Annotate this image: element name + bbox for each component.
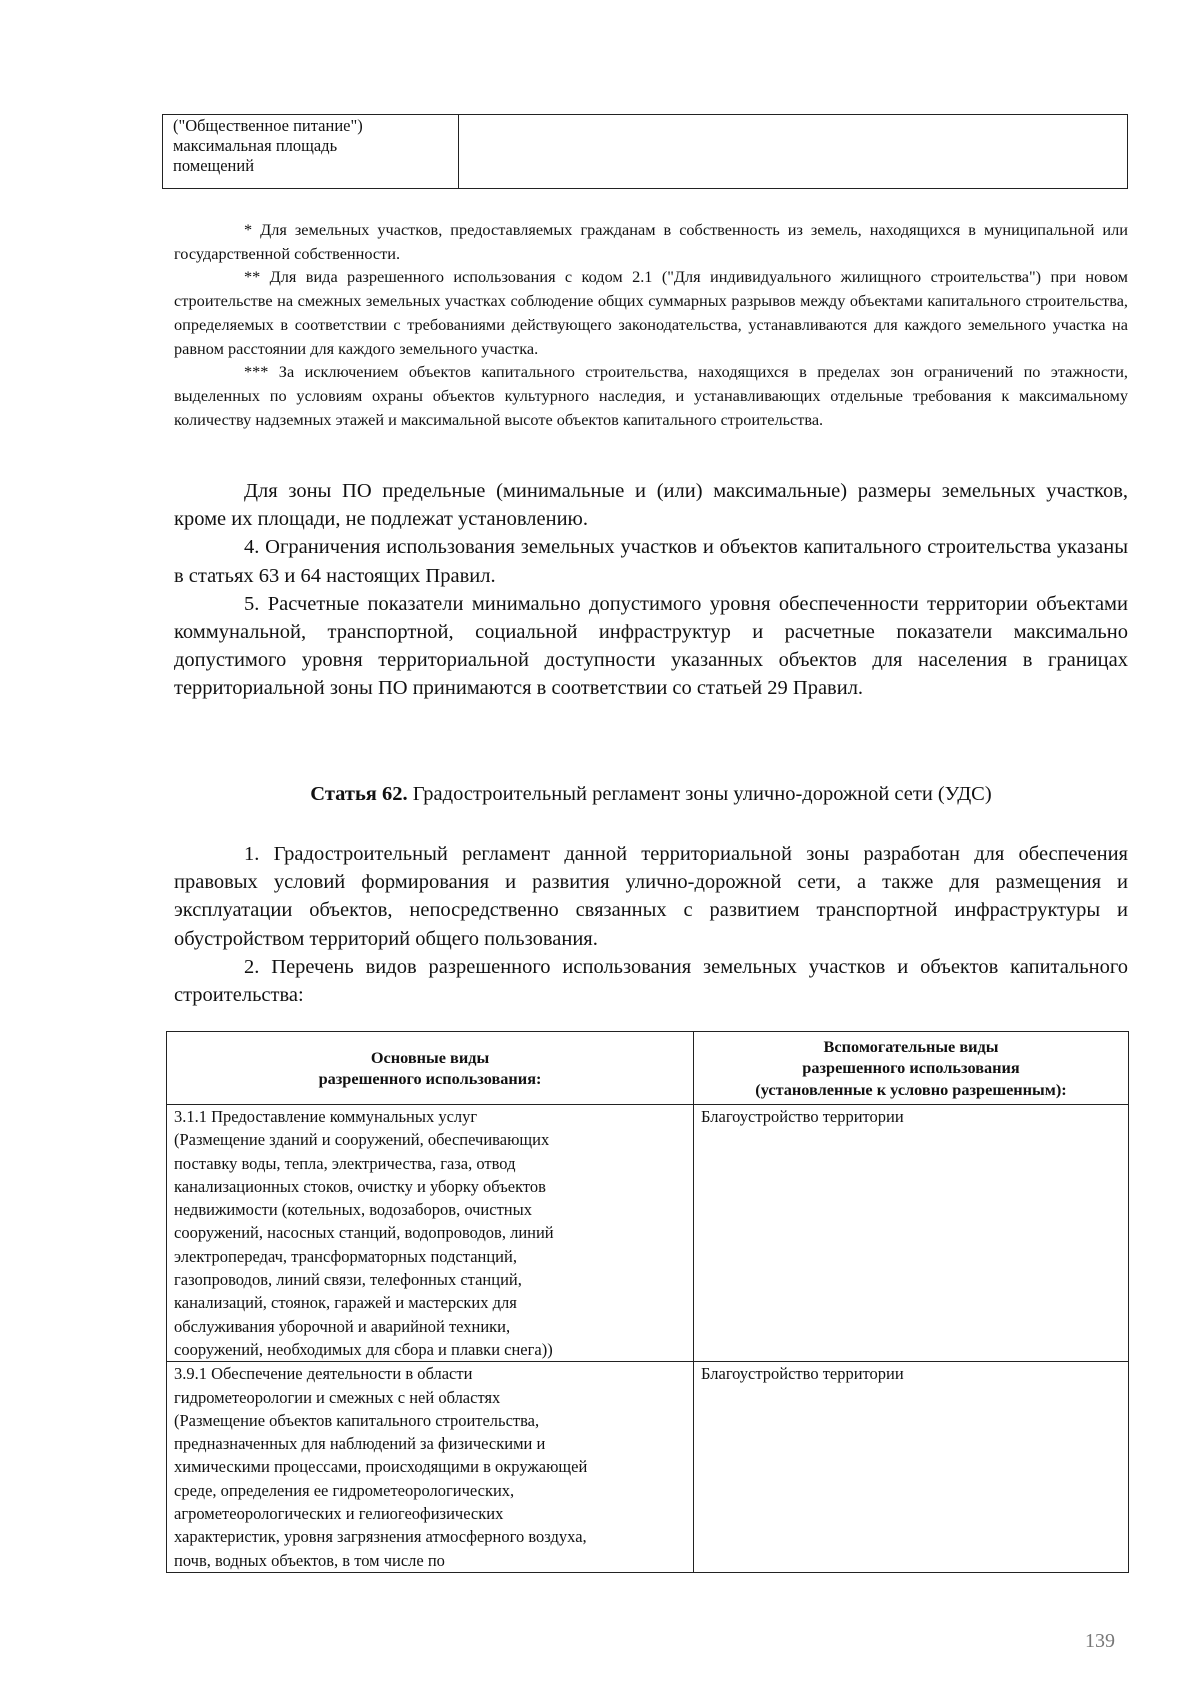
footnote-1: * Для земельных участков, предоставляемых гражданам в собственность из земель, находящихся в муниципальной или государственной собственности. [174, 220, 1128, 263]
continued-parameters-table [162, 114, 1128, 189]
article-heading [174, 780, 1128, 808]
paragraph: 2. Перечень видов разрешенного использования земельных участков и объектов капитального строительства: [174, 955, 1128, 1007]
footnote-2: ** Для вида разрешенного использования с кодом 2.1 ("Для индивидуального жилищного строительства") при новом строительстве на смежных земельных участках соблюдение общих суммарных разрывов между объектами капитального строительства, определяемых в соответствии с требованиями действующего законодательства, устанавливаются для каждого земельного участка на равном расстоянии для каждого земельного участка. [174, 267, 1128, 358]
table-row [163, 115, 1128, 189]
table-row [167, 1105, 1129, 1362]
footnote-3: *** За исключением объектов капитального строительства, находящихся в пределах зон ограничений по этажности, выделенных по условиям охраны объектов культурного наследия, и устанавливающих отдельные требования к максимальному количеству надземных этажей и максимальной высоте объектов капитального строительства. [174, 362, 1128, 429]
paragraph: 5. Расчетные показатели минимально допустимого уровня обеспеченности территории объектами коммунальной, транспортной, социальной инфраструктур и расчетные показатели максимально допустимого уровня территориальной доступности указанных объектов для населения в границах территориальной зоны ПО принимаются в соответствии со статьей 29 Правил. [174, 592, 1128, 700]
section-paragraphs [174, 477, 1128, 703]
footnotes [174, 218, 1128, 431]
paragraph: Для зоны ПО предельные (минимальные и (или) максимальные) размеры земельных участков, кроме их площади, не подлежат установлению. [174, 480, 1128, 531]
table-header-row [167, 1032, 1129, 1105]
article-title: Градостроительный регламент зоны улично-дорожной сети (УДС) [407, 783, 992, 805]
page-number: 139 [1085, 1630, 1115, 1652]
article-paragraphs [174, 840, 1128, 1009]
paragraph: 4. Ограничения использования земельных участков и объектов капитального строительства указаны в статьях 63 и 64 настоящих Правил. [174, 536, 1128, 587]
table-row [167, 1362, 1129, 1573]
table-cell-value [459, 115, 1128, 189]
permitted-uses-table [166, 1031, 1129, 1573]
main-use-cell: 3.1.1 Предоставление коммунальных услуг (Размещение зданий и сооружений, обеспечивающих поставку воды, тепла, электричества, газа, отвод канализационных стоков, очистку и уборку объектов недвижимости (котельных, водозаборов, очистных сооружений, насосных станций, водопроводов, линий электропередач, трансформаторных подстанций, газопроводов, линий связи, телефонных станций, канализаций, стоянок, гаражей и мастерских для обслуживания уборочной и аварийной техники, сооружений, необходимых для сбора и плавки снега)) [167, 1105, 694, 1362]
auxiliary-use-cell: Благоустройство территории [694, 1362, 1129, 1573]
header-main-uses: Основные виды разрешенного использования: [167, 1032, 694, 1105]
paragraph: 1. Градостроительный регламент данной территориальной зоны разработан для обеспечения правовых условий формирования и развития улично-дорожной сети, а также для размещения и эксплуатации объектов, непосредственно связанных с развитием транспортной инфраструктуры и обустройством территорий общего пользования. [174, 843, 1128, 950]
auxiliary-use-cell: Благоустройство территории [694, 1105, 1129, 1362]
main-use-cell: 3.9.1 Обеспечение деятельности в области гидрометеорологии и смежных с ней областях (Размещение объектов капитального строительства, предназначенных для наблюдений за физическими и химическими процессами, происходящими в окружающей среде, определения ее гидрометеорологических, агрометеорологических и гелиогеофизических характеристик, уровня загрязнения атмосферного воздуха, почв, водных объектов, в том числе по [167, 1362, 694, 1573]
article-label: Статья 62. [310, 783, 408, 805]
header-auxiliary-uses: Вспомогательные виды разрешенного использования (установленные к условно разрешенным): [694, 1032, 1129, 1105]
table-cell-parameter: ("Общественное питание") максимальная площадь помещений [163, 115, 459, 189]
